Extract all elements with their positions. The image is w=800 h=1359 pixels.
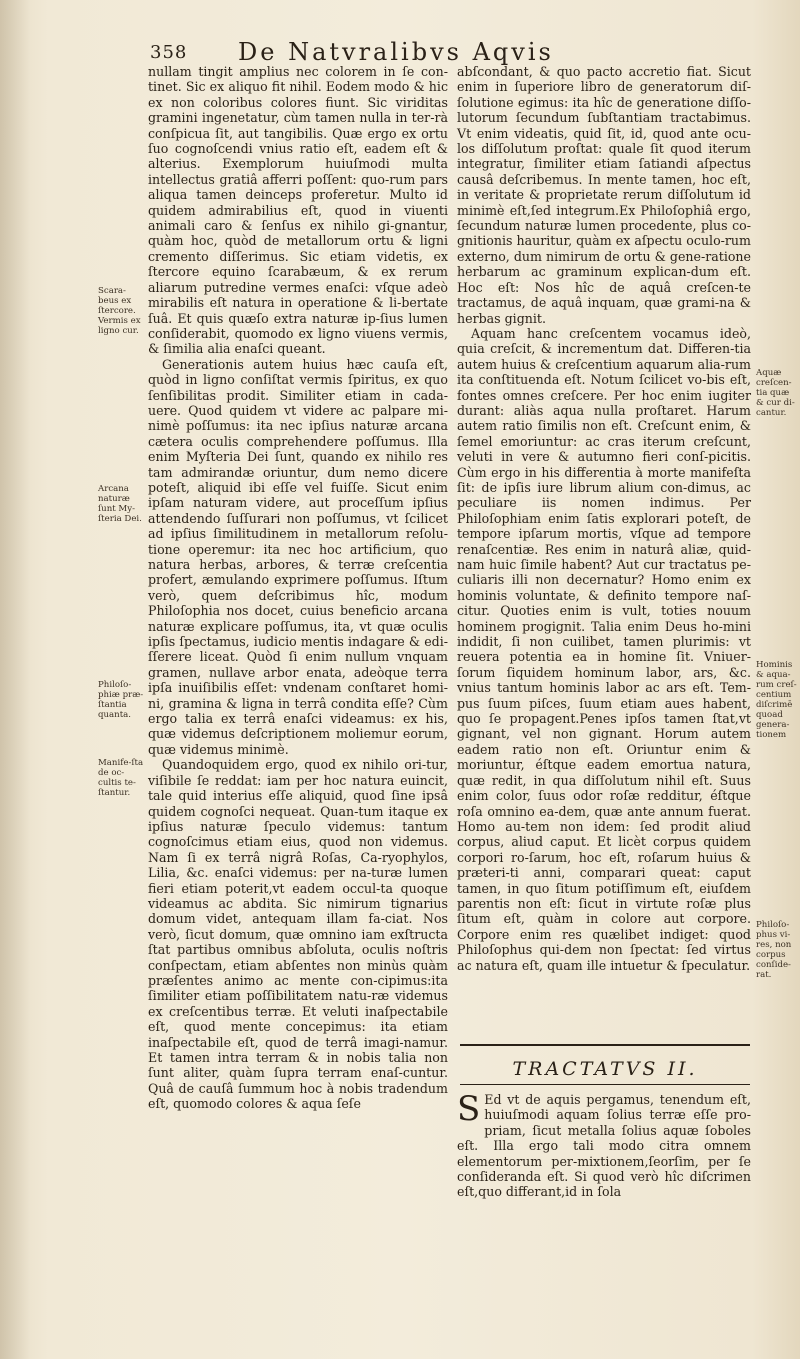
paragraph: Quandoquidem ergo, quod ex nihilo ori-tur, viſibile ſe reddat: iam per hoc natura euincit, tale quid interius eſſe aliquid, quod ſine ipsâ quidem cognoſci nequeat. Quan-tum itaque ex ipſius naturæ ſpeculo videmus: tantum cognoſcimus etiam eius, quod non videmus. Nam ſi ex terrâ nigrâ Roſas, Ca-ryophylos, Lilia, &c. enaſci videmus: per na-turæ lumen fieri etiam poterit,vt eadem occul-ta quoque videamus ac abdita. Sic nimirum tignarius domum videt, antequam illam fa-ciat. Nos verò, ſicut domum, quæ omnino iam exſtructa ſtat partibus omnibus abſoluta, oculis noſtris conſpectam, etiam abſentes non minùs quàm præſentes animo ac mente con-cipimus:ita ſimiliter etiam poſſibilitatem natu-ræ videmus ex creſcentibus terræ. Et veluti inaſpectabile eſt, quod mente concepimus: ita etiam inaſpectabile eſt, quod de terrâ imagi-namur. Et tamen intra terram & in nobis talia non ſunt aliter, quàm ſupra terram enaſ-cuntur. Quâ de cauſâ ſummum hoc à nobis tradendum eſt, quomodo colores & aqua ſeſe bbox=[148, 757, 448, 1112]
right-column bbox=[457, 64, 751, 973]
drop-cap: S bbox=[457, 1089, 481, 1129]
paragraph-text: Ed vt de aquis pergamus, tenendum eſt, huiuſmodi aquam ſolius terræ eſſe pro-priam, ſicut metalla ſolius aquæ ſoboles eſt. Illa ergo tali modo citra omnem elementorum per-mixtionem,ſeorſim, per ſe conſideranda eſt. Si quod verò hîc diſcrimen eſt,quo differant,id in ſola bbox=[457, 1092, 751, 1200]
margin-note-scarabeus: Scara-beus ex ſtercore. Vermis ex ligno cur. bbox=[98, 286, 141, 336]
left-column bbox=[148, 64, 448, 1112]
page-gutter-shadow bbox=[0, 0, 30, 1359]
paragraph: nullam tingit amplius nec colorem in ſe con-tinet. Sic ex aliquo fit nihil. Eodem modo & hic ex non coloribus colores fiunt. Sic viriditas gramini ingenetatur, cùm tamen nulla in ter-rà conſpicua ſit, aut tangibilis. Quæ ergo ex ortu ſuo cognoſcendi vnius ratio eſt, eadem eſt & alterius. Exemplorum huiuſmodi multa intellectus gratiâ afferri poſſent: quo-rum pars aliqua tamen deinceps proferetur. Multo id quidem admirabilius eſt, quod in viuenti animali caro & ſenſus ex nihilo gi-gnantur, quàm hoc, quòd de metallorum ortu & ligni cremento diſſerimus. Sic etiam videtis, ex ſtercore equino ſcarabæum, & ex rerum aliarum putredine vermes enaſci: vſque adeò mirabilis eſt natura in operatione & li-bertate ſuâ. Et quis quæſo extra naturæ ip-ſius lumen conſiderabit, quomodo ex ligno viuens vermis, & ſimilia alia enaſci queant. bbox=[148, 64, 448, 357]
section-rule-bottom bbox=[460, 1084, 750, 1085]
section-rule-top bbox=[460, 1044, 750, 1046]
paragraph: abſcondant, & quo pacto accretio fiat. Sicut enim in ſuperiore libro de generatorum diſ-ſolutione egimus: ita hîc de generatione diſſo-lutorum ſecundum ſubſtantiam tractabimus. Vt enim videatis, quid ſit, id, quod ante ocu-los diſſolutum proſtat: quale ſit quod iterum integratur, ſimiliter etiam ſatiandi aſpectus causâ deſcribemus. In mente tamen, hoc eſt, in veritate & proprietate rerum diſſolutum id minimè eſt,ſed integrum.Ex Philoſophiâ ergo, ſecundum naturæ lumen procedente, plus co-gnitionis hauritur, quàm ex aſpectu oculo-rum externo, dum nimirum de ortu & gene-ratione herbarum ac graminum explican-dum eſt. Hoc eſt: Nos hîc de aquâ creſcen-te tractamus, de aquâ inquam, quæ grami-na & herbas gignit. bbox=[457, 64, 751, 326]
section-title: TRACTATVS II. bbox=[512, 1058, 698, 1080]
paragraph bbox=[457, 1089, 751, 1200]
right-column-continuation bbox=[457, 1089, 751, 1200]
margin-note-aquae: Aquæ creſcen-tia quæ & cur di-cantur. bbox=[756, 368, 795, 418]
margin-note-philosophus: Philoſo-phus vi-res, non corpus conſide-rat. bbox=[756, 920, 792, 980]
margin-note-manifesta: Manife-ſta de oc-cultis te-ſtantur. bbox=[98, 758, 144, 798]
margin-note-philosophie: Philoſo-phiæ præ-ſtantia quanta. bbox=[98, 680, 144, 720]
margin-note-arcana: Arcana naturæ ſunt My-ſteria Dei. bbox=[98, 484, 142, 524]
paragraph: Aquam hanc creſcentem vocamus ideò, quia creſcit, & incrementum dat. Differen-tia autem huius & creſcentium aquarum alia-rum ita conſtituenda eſt. Notum ſcilicet vo-bis eſt, fontes omnes creſcere. Per hoc enim iugiter durant: aliàs aqua nulla proſtaret. Harum autem ratio ſimilis non eſt. Creſcunt enim, & ſemel emoriuntur: ac cras iterum creſcunt, veluti in vere & autumno fieri conſ-picitis. Cùm ergo in his differentia à morte manifeſta ſit: de ipſis iure librum alium con-dimus, ac peculiare iis nomen indimus. Per Philoſophiam enim ſatis explorari poteſt, de tempore ipſarum mortis, vſque ad tempore renaſcentiæ. Res enim in naturâ aliæ, quid-nam huic ſimile habent? Aut cur tractatus pe-culiaris illi non decernatur? Homo enim ex hominis voluntate, & definito tempore naſ-citur. Quoties enim is vult, toties nouum hominem progignit. Talia enim Deus ho-mini indidit, ſi non cuilibet, tamen plurimis: vt reuera potentia ea in homine ſit. Vniuer-ſorum ſiquidem hominum labor, ars, &c. vnius tantum hominis labor ac ars eſt. Tem-pus ſuum piſces, ſuum etiam aues habent, quo ſe propagent.Penes ipſos tamen ſtat,vt gignant, vel non gignant. Horum autem eadem ratio non eſt. Oriuntur enim & moriuntur, éſtque eadem emortua natura, quæ redit, in qua diſſolutum nihil eſt. Suus enim color, ſuus odor roſæ redditur, éſtque roſa omnino ea-dem, quæ ante annum fuerat. Homo au-tem non idem: ſed prodit aliud corpus, aliud caput. Et licèt corpus quidem corpori ro-ſarum, hoc eſt, roſarum huius & præteri-ti anni, comparari queat: caput tamen, in quo ſitum potiſſimum eſt, eiuſdem parentis non eſt: ſicut in virtute roſæ plus ſitum eſt, quàm in colore aut corpore. Corpore enim res quælibet indiget: quod Philoſophus qui-dem non ſpectat: ſed virtus ac natura eſt, quam ille intuetur & ſpeculatur. bbox=[457, 325, 751, 973]
page-number: 358 bbox=[150, 42, 188, 63]
margin-note-hominis: Hominis & aqua-rum creſ-centium diſcrimē quoad genera-tionem bbox=[756, 660, 797, 740]
paragraph: Generationis autem huius hæc cauſa eſt, quòd in ligno conſiſtat vermis ſpiritus, ex quo ſenſibilitas prodit. Similiter etiam in cada-uere. Quod quidem vt videre ac palpare mi-nimè poſſumus: ita nec ipſius naturæ arcana cætera oculis comprehendere poſſumus. Illa enim Myſteria Dei ſunt, quando ex nihilo res tam admirandæ oriuntur, dum nemo dicere poteſt, aliquid ibi eſſe vel fuiſſe. Sicut enim ipſam naturam videre, aut proceſſum ipſius attendendo ſuſſurari non poſſumus, vt ſcilicet ad ipſius ſimilitudinem in metallorum reſolu-tione operemur: ita nec hoc artificium, quo natura herbas, arbores, & terræ creſcentia profert, æmulando exprimere poſſumus. Iſtum verò, quem deſcribimus hîc, modum Philoſophia nos docet, cuius beneficio arcana naturæ explicare poſſumus, ita, vt quæ oculis ipſis ſpectamus, iudicio mentis indagare & edi-ſſerere liceat. Quòd ſi enim nullum vnquam gramen, nullave arbor enata, adeòque terra ipſa inuiſibilis eſſet: vndenam conſtaret homi-ni, gramina & ligna in terrâ condita eſſe? Cùm ergo talia ex terrâ enaſci videamus: ex his, quæ videmus deſcriptionem moliemur eorum, quæ videmus minimè. bbox=[148, 356, 448, 757]
running-head: De Natvralibvs Aqvis bbox=[238, 38, 554, 66]
